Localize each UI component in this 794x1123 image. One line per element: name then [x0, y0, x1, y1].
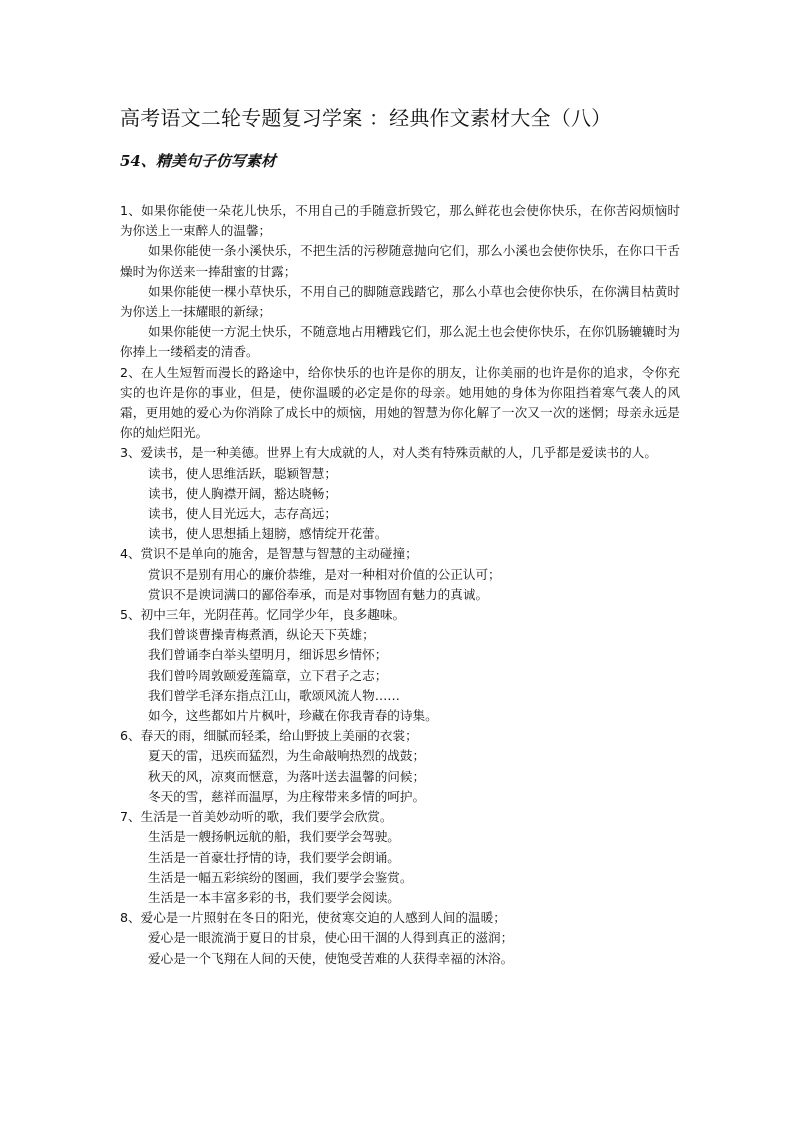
indented-line: 生活是一幅五彩缤纷的图画，我们要学会鉴赏。	[148, 869, 413, 885]
indented-line: 爱心是一眼流淌于夏日的甘泉，使心田干涸的人得到真正的滋润；	[148, 930, 514, 946]
indented-line: 我们曾谈曹操青梅煮酒，纵论天下英雄；	[148, 627, 375, 643]
document-body	[120, 201, 680, 969]
indented-line: 读书，使人思想插上翅膀，感情绽开花蕾。	[148, 526, 388, 542]
indented-line: 如果你能使一棵小草快乐，不用自己的脚随意践踏它，那么小草也会使你快乐，在你满目枯黄时为你送上一抹耀眼的新绿；	[120, 283, 680, 320]
indented-line: 我们曾诵李白举头望明月，细诉思乡情怀；	[148, 647, 388, 663]
indented-line: 赏识不是谀词满口的鄙俗奉承，而是对事物固有魅力的真诚。	[148, 586, 489, 602]
indented-line: 夏天的雷，迅疾而猛烈，为生命敲响热烈的战鼓；	[148, 748, 426, 764]
indented-line: 读书，使人胸襟开阔，豁达晓畅；	[148, 485, 337, 501]
numbered-paragraph: 8、爱心是一片照射在冬日的阳光，使贫寒交迫的人感到人间的温暖；	[120, 910, 506, 926]
indented-line: 爱心是一个飞翔在人间的天使，使饱受苦难的人获得幸福的沐浴。	[148, 950, 514, 966]
indented-line: 我们曾学毛泽东指点江山，歌颂风流人物……	[148, 687, 400, 703]
indented-line: 生活是一首豪壮抒情的诗，我们要学会朗诵。	[148, 849, 400, 865]
numbered-paragraph: 1、如果你能使一朵花儿快乐，不用自己的手随意折毁它，那么鲜花也会使你快乐，在你苦闷烦恼时为你送上一束醉人的温馨；	[120, 203, 680, 239]
indented-line: 如果你能使一条小溪快乐，不把生活的污秽随意抛向它们，那么小溪也会使你快乐，在你口干舌燥时为你送来一捧甜蜜的甘露；	[120, 243, 680, 279]
indented-line: 读书，使人思维活跃，聪颖智慧；	[148, 465, 337, 481]
numbered-paragraph: 4、赏识不是单向的施舍，是智慧与智慧的主动碰撞；	[120, 546, 418, 562]
indented-line: 生活是一本丰富多彩的书，我们要学会阅读。	[148, 889, 400, 905]
indented-line: 秋天的风，凉爽而惬意，为落叶送去温馨的问候；	[148, 768, 426, 784]
indented-line: 如果你能使一方泥土快乐，不随意地占用糟践它们，那么泥土也会使你快乐，在你饥肠辘辘时为你捧上一缕稻麦的清香。	[120, 324, 680, 360]
numbered-paragraph: 5、初中三年，光阴荏苒。忆同学少年，良多趣味。	[120, 607, 406, 623]
page-title: 高考语文二轮专题复习学案 ：经典作文素材大全（八）	[120, 106, 612, 130]
indented-line: 赏识不是别有用心的廉价恭维，是对一种相对价值的公正认可；	[148, 566, 501, 582]
indented-line: 读书，使人目光远大，志存高远；	[148, 506, 337, 522]
indented-line: 我们曾吟周敦颐爱莲篇章，立下君子之志；	[148, 667, 388, 683]
indented-line: 生活是一艘扬帆远航的船，我们要学会驾驶。	[148, 829, 400, 845]
numbered-paragraph: 2、在人生短暂而漫长的路途中，给你快乐的也许是你的朋友，让你美丽的也许是你的追求，令你充实的也许是你的事业，但是，使你温暖的必定是你的母亲。她用她的身体为你阻挡着寒气袭人的风霜，更用她的爱心为你消除了成长中的烦恼，用她的智慧为你化解了一次又一次的迷惘；母亲永远是你的灿烂阳光。	[120, 364, 680, 441]
numbered-paragraph: 6、春天的雨，细腻而轻柔，给山野披上美丽的衣裳；	[120, 728, 418, 744]
section-heading: 54、精美句子仿写素材	[120, 152, 276, 170]
indented-line: 如今，这些都如片片枫叶，珍藏在你我青春的诗集。	[148, 708, 438, 724]
numbered-paragraph: 7、生活是一首美妙动听的歌，我们要学会欣赏。	[120, 809, 393, 825]
indented-line: 冬天的雪，慈祥而温厚，为庄稼带来多情的呵护。	[148, 788, 426, 804]
numbered-paragraph: 3、爱读书，是一种美德。世界上有大成就的人，对人类有特殊贡献的人，几乎都是爱读书的人。	[120, 445, 657, 461]
